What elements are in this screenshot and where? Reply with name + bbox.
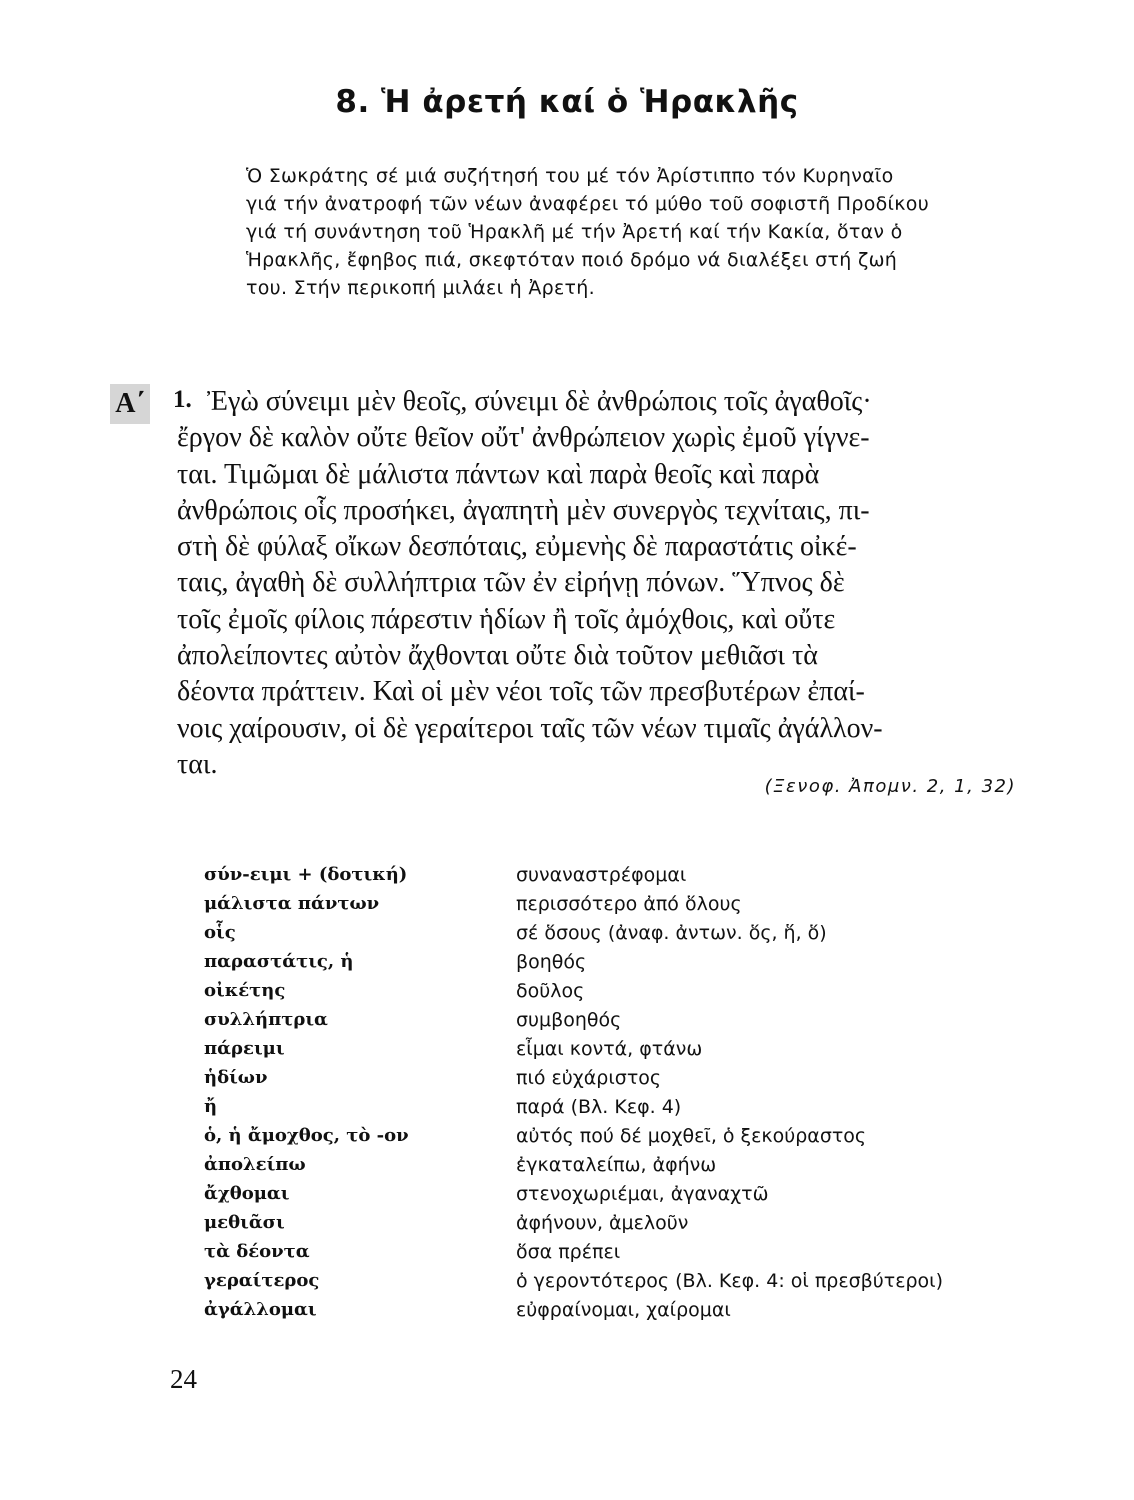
vocabulary-term: μάλιστα πάντων <box>204 893 380 914</box>
vocabulary-definition: ὅσα πρέπει <box>516 1240 621 1263</box>
ancient-greek-passage <box>177 384 1017 783</box>
vocabulary-row <box>204 947 1044 976</box>
passage-line: στὴ δὲ φύλαξ οἴκων δεσπόταις, εὐμενὴς δὲ παραστάτις οἰκέ- <box>177 531 857 563</box>
vocabulary-row <box>204 1034 1044 1063</box>
vocabulary-definition: βοηθός <box>516 950 587 973</box>
vocabulary-definition: συναναστρέφομαι <box>516 863 687 886</box>
vocabulary-definition: πιό εὐχάριστος <box>516 1066 662 1089</box>
chapter-title: 8. Ἡ ἀρετή καί ὁ Ἡρακλῆς <box>335 84 799 120</box>
vocabulary-definition: δοῦλος <box>516 979 585 1002</box>
vocabulary-definition: εἶμαι κοντά, φτάνω <box>516 1037 703 1060</box>
passage-line: ἔργον δὲ καλὸν οὔτε θεῖον οὔτ' ἀνθρώπειον χωρὶς ἐμοῦ γίγνε- <box>177 422 870 454</box>
vocabulary-definition: ἀφήνουν, ἀμελοῦν <box>516 1211 689 1234</box>
vocabulary-row <box>204 1005 1044 1034</box>
passage-line: ταις, ἀγαθὴ δὲ συλλήπτρια τῶν ἐν εἰρήνῃ πόνων. Ὕπνος δὲ <box>177 567 845 599</box>
vocabulary-row <box>204 889 1044 918</box>
vocabulary-row <box>204 976 1044 1005</box>
vocabulary-term: τὰ δέοντα <box>204 1241 310 1262</box>
vocabulary-row <box>204 1179 1044 1208</box>
section-marker: Α΄ <box>110 384 150 424</box>
vocabulary-row <box>204 1237 1044 1266</box>
vocabulary-term: ἤ <box>204 1096 218 1117</box>
vocabulary-term: ἄχθομαι <box>204 1183 290 1204</box>
vocabulary-term: ἀγάλλομαι <box>204 1299 317 1320</box>
vocabulary-row <box>204 1121 1044 1150</box>
vocabulary-term: οἰκέτης <box>204 980 286 1001</box>
vocabulary-definition: εὐφραίνομαι, χαίρομαι <box>516 1298 731 1321</box>
vocabulary-row <box>204 918 1044 947</box>
vocabulary-row <box>204 1150 1044 1179</box>
vocabulary-row <box>204 1266 1044 1295</box>
vocabulary-definition: ἐγκαταλείπω, ἀφήνω <box>516 1153 717 1176</box>
passage-line: Ἐγὼ σύνειμι μὲν θεοῖς, σύνειμι δὲ ἀνθρώποις τοῖς ἀγαθοῖς· <box>207 386 872 417</box>
intro-line: Ἡρακλῆς, ἔφηβος πιά, σκεφτόταν ποιό δρόμο νά διαλέξει στή ζωή <box>246 249 898 271</box>
passage-line: νοις χαίρουσιν, οἱ δὲ γεραίτεροι ταῖς τῶν νέων τιμαῖς ἀγάλλον- <box>177 712 883 744</box>
vocabulary-definition: αὐτός πού δέ μοχθεῖ, ὁ ξεκούραστος <box>516 1124 867 1147</box>
vocabulary-row <box>204 860 1044 889</box>
vocabulary-definition: ὁ γεροντότερος (Βλ. Κεφ. 4: οἱ πρεσβύτεροι) <box>516 1269 944 1292</box>
vocabulary-term: ὁ, ἡ ἄμοχθος, τὸ -ον <box>204 1125 409 1146</box>
vocabulary-term: ἀπολείπω <box>204 1154 306 1175</box>
vocabulary-row <box>204 1295 1044 1324</box>
vocabulary-definition: περισσότερο ἀπό ὅλους <box>516 892 742 915</box>
vocabulary-term: οἷς <box>204 922 236 943</box>
intro-line: γιά τήν ἀνατροφή τῶν νέων ἀναφέρει τό μύθο τοῦ σοφιστῆ Προδίκου <box>246 193 929 215</box>
paragraph-number: 1. <box>173 386 192 413</box>
intro-line: γιά τή συνάντηση τοῦ Ἡρακλῆ μέ τήν Ἀρετή καί τήν Κακία, ὅταν ὁ <box>246 221 903 243</box>
vocabulary-term: σύν-ειμι + (δοτική) <box>204 864 408 885</box>
source-citation: (Ξενοφ. Ἀπομν. 2, 1, 32) <box>764 776 1016 797</box>
intro-paragraph <box>246 162 1026 302</box>
vocabulary-term: γεραίτερος <box>204 1270 320 1291</box>
vocabulary-row <box>204 1092 1044 1121</box>
intro-line: του. Στήν περικοπή μιλάει ἡ Ἀρετή. <box>246 277 595 299</box>
passage-line: δέοντα πράττειν. Καὶ οἱ μὲν νέοι τοῖς τῶν πρεσβυτέρων ἐπαί- <box>177 676 865 708</box>
vocabulary-definition: στενοχωριέμαι, ἀγαναχτῶ <box>516 1182 769 1205</box>
page-number: 24 <box>170 1364 197 1394</box>
intro-line: Ὁ Σωκράτης σέ μιά συζήτησή του μέ τόν Ἀρίστιππο τόν Κυρηναῖο <box>246 165 894 187</box>
vocabulary-list <box>204 860 1044 1324</box>
passage-line: ται. <box>177 748 218 780</box>
vocabulary-term: πάρειμι <box>204 1038 285 1059</box>
passage-line: τοῖς ἐμοῖς φίλοις πάρεστιν ἡδίων ἢ τοῖς ἀμόχθοις, καὶ οὔτε <box>177 603 836 635</box>
passage-line: ἀνθρώποις οἷς προσήκει, ἀγαπητὴ μὲν συνεργὸς τεχνίταις, πι- <box>177 494 870 526</box>
passage-line: ται. Τιμῶμαι δὲ μάλιστα πάντων καὶ παρὰ θεοῖς καὶ παρὰ <box>177 458 820 490</box>
vocabulary-term: μεθιᾶσι <box>204 1212 285 1233</box>
vocabulary-definition: παρά (Βλ. Κεφ. 4) <box>516 1095 682 1118</box>
vocabulary-term: συλλήπτρια <box>204 1009 328 1030</box>
passage-line: ἀπολείποντες αὐτὸν ἄχθονται οὔτε διὰ τοῦτον μεθιᾶσι τὰ <box>177 640 818 672</box>
vocabulary-row <box>204 1063 1044 1092</box>
vocabulary-term: παραστάτις, ἡ <box>204 951 354 972</box>
vocabulary-definition: σέ ὅσους (ἀναφ. ἀντων. ὅς, ἥ, ὅ) <box>516 921 827 944</box>
vocabulary-definition: συμβοηθός <box>516 1008 622 1031</box>
vocabulary-row <box>204 1208 1044 1237</box>
vocabulary-term: ἡδίων <box>204 1067 268 1088</box>
